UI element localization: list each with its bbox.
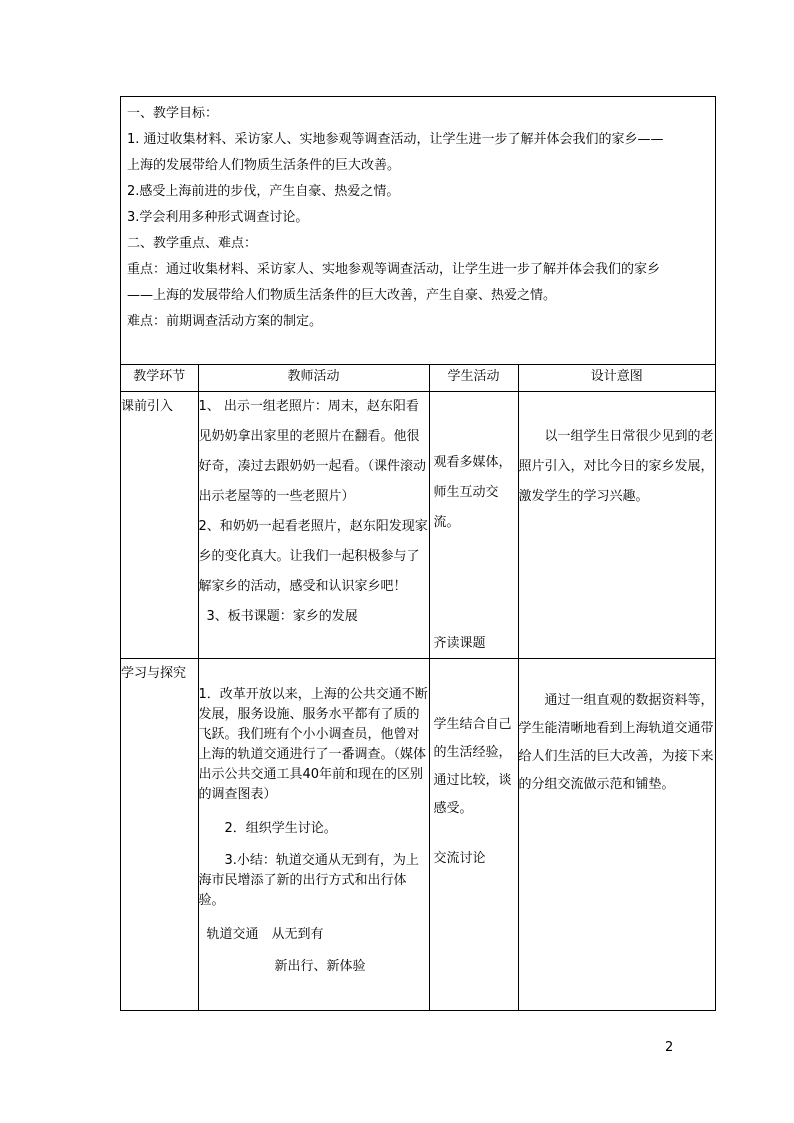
key-point-line-2: ——上海的发展带给人们物质生活条件的巨大改善，产生自豪、热爱之情。 <box>127 288 557 303</box>
header-student-activity: 学生活动 <box>429 365 518 392</box>
student-activity-text: 观看多媒体，师生互动交流。 <box>433 455 512 530</box>
table-row <box>121 659 715 1011</box>
student-activity-text: 学生结合自己的生活经验，通过比较，谈感受。 <box>433 717 512 816</box>
design-intent-text: 通过一组直观的数据资料等，学生能清晰地看到上海轨道交通带给人们生活的巨大改善，为接下来的分组交流做示范和铺垫。 <box>518 693 714 792</box>
board-line-1: 轨道交通 从无到有 <box>206 927 324 942</box>
design-intent-cell <box>518 659 715 1011</box>
student-activity-cell <box>429 659 518 1011</box>
difficulty-point: 难点：前期调查活动方案的制定。 <box>127 314 323 329</box>
teacher-activity-cell <box>198 392 429 659</box>
design-intent-text: 以一组学生日常很少见到的老照片引入，对比今日的家乡发展，激发学生的学习兴趣。 <box>518 429 714 504</box>
board-line-2: 新出行、新体验 <box>274 959 366 974</box>
objectives-heading: 一、教学目标： <box>127 106 219 121</box>
page-number: 2 <box>665 1040 674 1055</box>
goal-3: 3.学会利用多种形式调查讨论。 <box>127 210 309 225</box>
teacher-step-3: 3、板书课题：家乡的发展 <box>206 609 358 624</box>
teacher-step-2: 2．组织学生讨论。 <box>224 821 337 836</box>
objectives-section <box>121 97 715 365</box>
header-stage: 教学环节 <box>121 365 198 392</box>
student-activity-discuss: 交流讨论 <box>433 851 486 866</box>
teacher-step-1: 1、 出示一组老照片：周末，赵东阳看见奶奶拿出家里的老照片在翻看。他很好奇，凑过去跟奶奶一起看。（课件滚动出示老屋等的一些老照片） <box>198 399 427 504</box>
teacher-step-2: 2、和奶奶一起看老照片，赵东阳发现家乡的变化真大。让我们一起积极参与了解家乡的活动，感受和认识家乡吧！ <box>198 519 428 594</box>
header-teacher-activity: 教师活动 <box>198 365 429 392</box>
key-point-line-1: 重点：通过收集材料、采访家人、实地参观等调查活动，让学生进一步了解并体会我们的家乡 <box>127 262 661 277</box>
header-design-intent: 设计意图 <box>518 365 715 392</box>
teacher-step-3: 3.小结：轨道交通从无到有，为上海市民增添了新的出行方式和出行体验。 <box>198 853 419 908</box>
stage-cell: 课前引入 <box>121 392 198 659</box>
goal-1-line-1: 1. 通过收集材料、采访家人、实地参观等调查活动，让学生进一步了解并体会我们的家乡—— <box>127 132 664 147</box>
table-row <box>121 392 715 659</box>
student-activity-cell <box>429 392 518 659</box>
teacher-step-1: 1．改革开放以来，上海的公共交通不断发展，服务设施、服务水平都有了质的飞跃。我们班有个小小调查员，他曾对上海的轨道交通进行了一番调查。（媒体出示公共交通工具40年前和现在的区别的调查图表） <box>198 687 428 802</box>
stage-cell: 学习与探究 <box>121 659 198 1011</box>
goal-1-line-2: 上海的发展带给人们物质生活条件的巨大改善。 <box>127 158 401 173</box>
table-header-row <box>121 365 715 392</box>
lesson-table <box>121 365 715 1011</box>
key-points-heading: 二、教学重点、难点： <box>127 236 258 251</box>
design-intent-cell <box>518 392 715 659</box>
student-activity-read-title: 齐读课题 <box>433 636 486 651</box>
lesson-plan-frame <box>120 96 716 1011</box>
teacher-activity-cell <box>198 659 429 1011</box>
goal-2: 2.感受上海前进的步伐，产生自豪、热爱之情。 <box>127 184 400 199</box>
